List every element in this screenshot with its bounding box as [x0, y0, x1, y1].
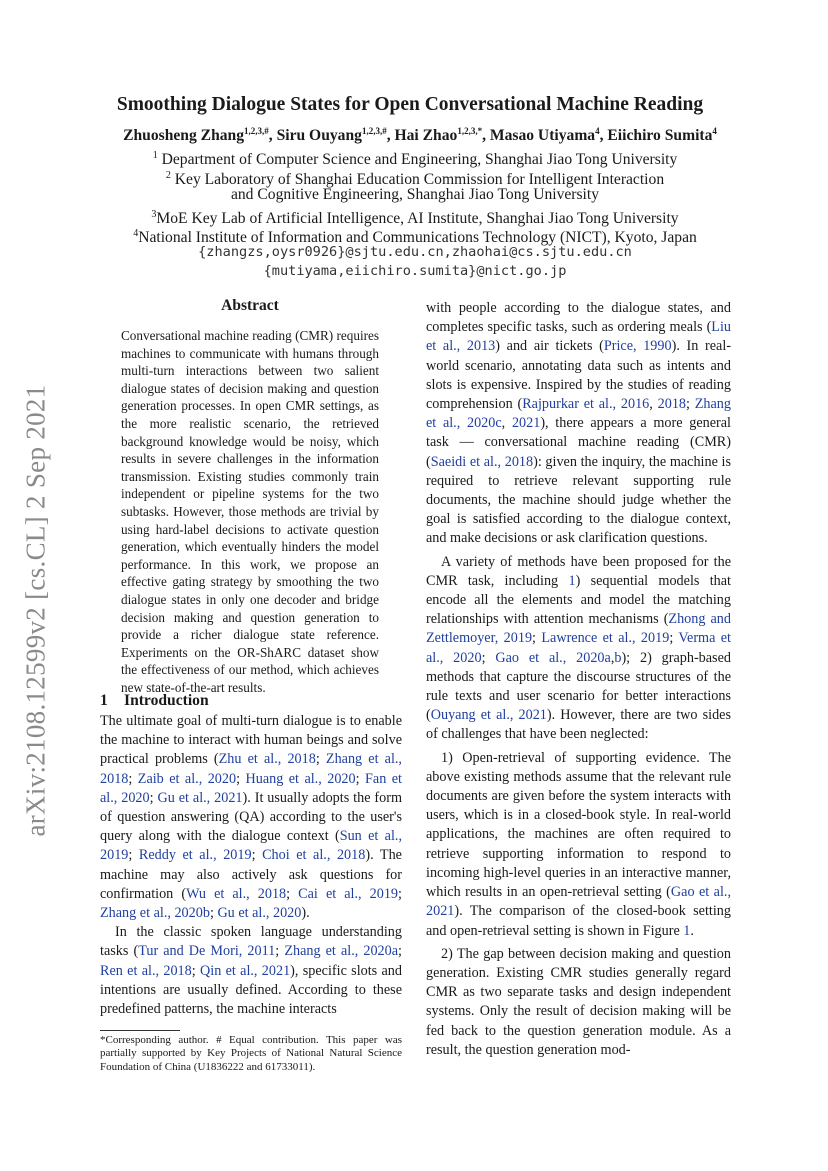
- citation-link[interactable]: Reddy et al., 2019: [138, 847, 252, 864]
- body-text: ;: [686, 396, 695, 413]
- citation-link[interactable]: Zhang et al., 2018: [100, 751, 402, 787]
- citation-link[interactable]: 1: [683, 922, 691, 939]
- author-name: Masao Utiyama: [489, 127, 596, 145]
- citation-link[interactable]: Tur and De Mori, 2011: [138, 943, 276, 960]
- author-affiliation-marker: 1,2,3,#: [244, 126, 269, 136]
- author-list: Zhuosheng Zhang$^{1,2,3,\#}$, Siru Ouyang$^{1,2,3,\#}$, Hai Zhao$^{1,2,3,*}$, Masao Utiyama$^4$, Eiichiro Sumita$^4$: [123, 126, 717, 145]
- citation-link[interactable]: Wu et al., 2018: [186, 885, 287, 902]
- author-name: Eiichiro Sumita: [607, 127, 713, 145]
- body-text: ), specific slots and intentions are usually defined. According to these predefined patterns, the machine interacts: [100, 962, 402, 1018]
- section-heading: [100, 692, 209, 710]
- affiliation-text: MoE Key Lab of Artificial Intelligence, AI Institute, Shanghai Jiao Tong University: [156, 209, 679, 227]
- citation-link[interactable]: Gao et al., 2021: [426, 884, 731, 920]
- body-text: In the classic spoken language understanding tasks (: [100, 924, 402, 960]
- paragraph: [100, 923, 402, 1019]
- citation-link[interactable]: Ren et al., 2018: [100, 962, 192, 979]
- citation-link[interactable]: Saeidi et al., 2018: [430, 453, 534, 470]
- citation-link[interactable]: Rajpurkar et al., 2016: [522, 396, 650, 413]
- body-text: ): given the inquiry, the machine is required to retrieve relevant supporting rule documents, the machine should judge whether the goal is satisfied according to the dialogue context, and make decisions or ask clarification questions.: [426, 453, 731, 547]
- citation-link[interactable]: Qin et al., 2021: [200, 962, 291, 979]
- citation-link[interactable]: Gao et al., 2020a: [495, 649, 611, 666]
- citation-link[interactable]: Zhang et al., 2020c: [426, 396, 731, 432]
- body-text: ).: [301, 905, 310, 922]
- affiliation-sup: 2: [165, 169, 171, 181]
- body-text: A variety of methods have been proposed for the CMR task, including: [426, 553, 731, 589]
- body-text: ), there appears a more general task — conversational machine reading (CMR) (: [426, 415, 732, 470]
- left-column-body: [100, 712, 402, 1019]
- affiliation-sup: 4: [133, 228, 139, 239]
- author-affiliation-marker: 1,2,3,#: [361, 126, 387, 136]
- citation-link[interactable]: Fan et al., 2020: [100, 770, 402, 806]
- abstract-heading: Abstract: [221, 297, 279, 314]
- abstract-text: Conversational machine reading (CMR) requires machines to communicate with humans through multi-turn interactions between two salient dialogue states of decision making and question generation processes. In open CMR settings, as the more realistic scenario, the retrieved background knowledge would be noisy, which results in severe challenges in the information transmission. Existing studies commonly train independent or pipeline systems for the two subtasks. However, those methods are trivial by using hard-label decisions to activate question generation, which eventually hinders the model performance. In this work, we propose an effective gating strategy by smoothing the two dialogue states in only one decoder and bridge decision making and question generation to provide a richer dialogue state reference. Experiments on the OR-ShARC dataset show the effectiveness of our method, which achieves new state-of-the-art results.: [121, 328, 379, 695]
- citation-link[interactable]: Sun et al., 2019: [100, 828, 402, 864]
- author-affiliation-marker: 4: [595, 126, 600, 136]
- citation-link[interactable]: Gu et al., 2021: [157, 789, 243, 806]
- body-text: ;: [481, 649, 496, 666]
- body-text: ;: [398, 943, 402, 960]
- body-text: ,: [610, 649, 615, 666]
- paragraph: [426, 945, 731, 1060]
- author-affiliation-marker: 1,2,3,*: [457, 126, 483, 136]
- body-text: ;: [149, 789, 158, 806]
- citation-link[interactable]: Huang et al., 2020: [245, 770, 356, 787]
- author-name: Hai Zhao: [394, 127, 458, 145]
- body-text: 1) Open-retrieval of supporting evidence. The above existing methods assume that the relevant rule documents are given before the system interacts with users, which is in a closed-book style. In real-world applications, the machines are often required to retrieve supporting information to respond to incoming high-level queries in an interactive manner, which results in an open-retrieval setting (: [426, 749, 731, 901]
- body-text: ;: [398, 885, 402, 902]
- paragraph: [426, 299, 731, 549]
- body-text: ); 2) graph-based methods that capture the discourse structures of the rule texts and user scenario for better interactions (: [426, 649, 731, 724]
- citation-link[interactable]: Zhong and Zettlemoyer, 2019: [426, 611, 731, 647]
- paragraph: [426, 749, 731, 941]
- affiliation-text: Key Laboratory of Shanghai Education Commission for Intelligent Interaction: [174, 170, 665, 188]
- citation-link[interactable]: Choi et al., 2018: [262, 847, 366, 864]
- citation-link[interactable]: 2018: [657, 396, 686, 413]
- affiliation-sup: 3: [151, 208, 157, 220]
- affiliation-text: Department of Computer Science and Engineering, Shanghai Jiao Tong University: [161, 151, 678, 169]
- citation-link[interactable]: Price, 1990: [603, 338, 672, 355]
- citation-link[interactable]: Ouyang et al., 2021: [430, 707, 547, 724]
- affiliation-text: and Cognitive Engineering, Shanghai Jiao Tong University: [230, 186, 600, 203]
- body-text: ;: [532, 630, 542, 647]
- citation-link[interactable]: 1: [568, 572, 576, 589]
- body-text: ;: [251, 847, 263, 864]
- body-text: ;: [209, 905, 218, 922]
- citation-link[interactable]: Zhang et al., 2020b: [100, 905, 210, 922]
- body-text: The ultimate goal of multi-turn dialogue is to enable the machine to interact with human beings and solve practical problems (: [100, 713, 402, 768]
- citation-link[interactable]: Zhu et al., 2018: [218, 751, 316, 768]
- body-text: ;: [315, 751, 326, 768]
- paragraph: [100, 712, 402, 923]
- citation-link[interactable]: Cai et al., 2019: [298, 885, 399, 902]
- author-name: Siru Ouyang: [276, 127, 362, 145]
- citation-link[interactable]: Zhang et al., 2020a: [284, 943, 399, 960]
- email-line-2: {mutiyama,eiichiro.sumita}@nict.go.jp: [263, 263, 567, 279]
- right-column-body: [426, 299, 731, 1060]
- section-title: Introduction: [124, 692, 209, 709]
- citation-link[interactable]: Gu et al., 2020: [217, 905, 302, 922]
- arxiv-watermark: [6, 330, 66, 890]
- body-text: ;: [191, 962, 200, 979]
- body-text: ). The comparison of the closed-book setting and open-retrieval setting is shown in Figure: [426, 903, 731, 939]
- body-text: ;: [286, 885, 299, 902]
- citation-link[interactable]: Verma et al., 2020: [426, 630, 731, 666]
- body-text: ). The machine may also actively ask questions for confirmation (: [100, 847, 402, 902]
- body-text: ). In real-world scenario, annotating data such as intents and slots is expensive. Inspired by the studies of reading comprehension (: [426, 338, 731, 413]
- body-text: ). However, there are two sides of challenges that have been neglected:: [426, 707, 731, 743]
- paragraph: [426, 553, 731, 745]
- body-text: ;: [236, 770, 246, 787]
- body-text: .: [690, 922, 694, 939]
- citation-link[interactable]: Liu et al., 2013: [426, 319, 731, 355]
- footnote-rule: [100, 1030, 180, 1031]
- arxiv-id: arXiv:2108.12599v2 [cs.CL] 2 Sep 2021: [20, 383, 51, 837]
- body-text: ;: [669, 630, 679, 647]
- affiliation-text: National Institute of Information and Communications Technology (NICT), Kyoto, Japan: [138, 229, 697, 247]
- author-name: Zhuosheng Zhang: [123, 127, 245, 145]
- body-text: ,: [649, 396, 658, 413]
- body-text: ;: [128, 847, 139, 864]
- affiliation-sup: 1: [152, 150, 158, 161]
- body-text: ;: [275, 943, 285, 960]
- body-text: ). It usually adopts the form of question answering (QA) according to the user's query along with the dialogue context (: [100, 789, 402, 845]
- author-affiliation-marker: 4: [712, 126, 717, 136]
- citation-link[interactable]: 2021: [511, 415, 541, 432]
- citation-link[interactable]: b: [614, 649, 622, 666]
- body-text: ,: [501, 415, 512, 432]
- affiliation-2-cont: [80, 185, 750, 205]
- body-text: with people according to the dialogue states, and completes specific tasks, such as ordering meals (: [426, 300, 731, 336]
- body-text: ) and air tickets (: [495, 338, 604, 355]
- section-number: 1: [100, 692, 108, 709]
- footnote: *Corresponding author. # Equal contribution. This paper was partially supported by Key Projects of National Natural Science Foundation of China (U1836222 and 61733011).: [100, 1034, 402, 1073]
- body-text: ;: [128, 770, 138, 787]
- body-text: 2) The gap between decision making and question generation. Existing CMR studies generally regard CMR as two separate tasks and design independent systems. Only the result of decision making will be fed back to the question generation module. As a result, the question generation mod-: [426, 945, 731, 1058]
- citation-link[interactable]: Zaib et al., 2020: [137, 770, 237, 787]
- paper-title: Smoothing Dialogue States for Open Conversational Machine Reading: [116, 94, 704, 115]
- body-text: ;: [355, 770, 366, 787]
- citation-link[interactable]: Lawrence et al., 2019: [541, 630, 670, 647]
- body-text: ) sequential models that encode all the elements and model the matching relationships with attention mechanisms (: [426, 572, 731, 628]
- email-line-1: {zhangzs,oysr0926}@sjtu.edu.cn,zhaohai@cs.sjtu.edu.cn: [198, 244, 632, 260]
